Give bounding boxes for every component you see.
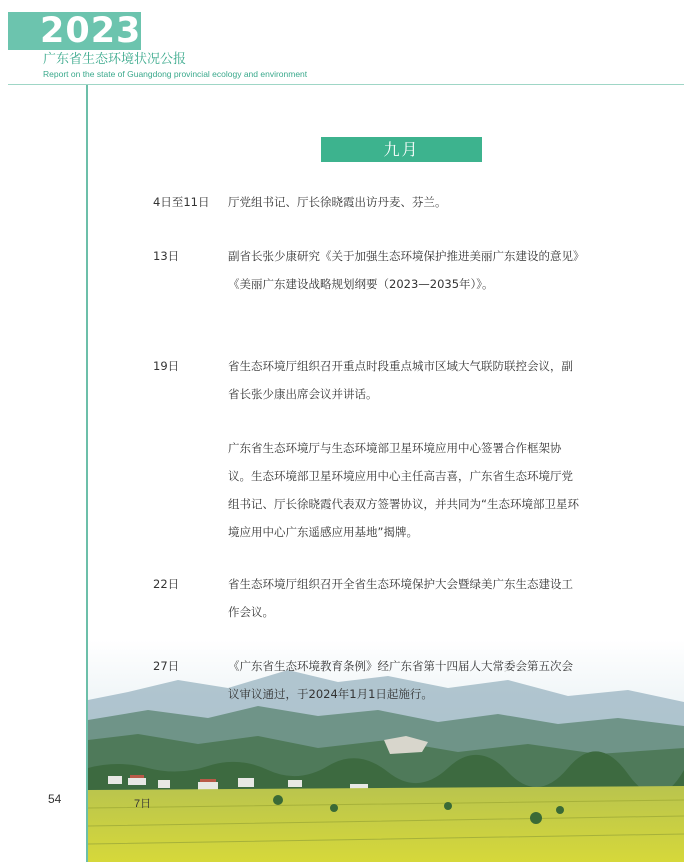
entry-text: 厅党组书记、厅长徐晓霞出访丹麦、芬兰。 [228, 195, 447, 209]
entry-text: 副省长张少康研究《关于加强生态环境保护推进美丽广东建设的意见》《美丽广东建设战略规划纲要（2023—2035年）》。 [228, 249, 579, 291]
year-title: 2023 [40, 11, 142, 51]
entry-date: 4日至11日 [153, 195, 210, 209]
report-title-chinese: 广东省生态环境状况公报 [43, 52, 187, 67]
entry-date: 27日 [153, 659, 180, 673]
page-number: 54 [48, 792, 62, 806]
entry-text: 省生态环境厅组织召开重点时段重点城市区域大气联防联控会议，副省长张少康出席会议并讲话。 [228, 359, 573, 401]
entry-date: 13日 [153, 249, 180, 263]
month-heading: 九月 [321, 137, 482, 162]
entry-text: 广东省生态环境厅与生态环境部卫星环境应用中心签署合作框架协议。生态环境部卫星环境应用中心主任高吉喜，广东省生态环境厅党组书记、厅长徐晓霞代表双方签署协议，并共同为“生态环境部卫星环境应用中心广东遥感应用基地”揭牌。 [228, 441, 579, 539]
bleed-through-text: 7日 [134, 798, 152, 810]
entry-date: 19日 [153, 359, 180, 373]
entry-text: 《广东省生态环境教育条例》经广东省第十四届人大常委会第五次会议审议通过，于2024年1月1日起施行。 [228, 659, 573, 701]
header-divider [8, 84, 684, 85]
report-title-english: Report on the state of Guangdong provincial ecology and environment [43, 69, 308, 79]
entry-text: 省生态环境厅组织召开全省生态环境保护大会暨绿美广东生态建设工作会议。 [228, 577, 573, 619]
entry-date: 22日 [153, 577, 180, 591]
